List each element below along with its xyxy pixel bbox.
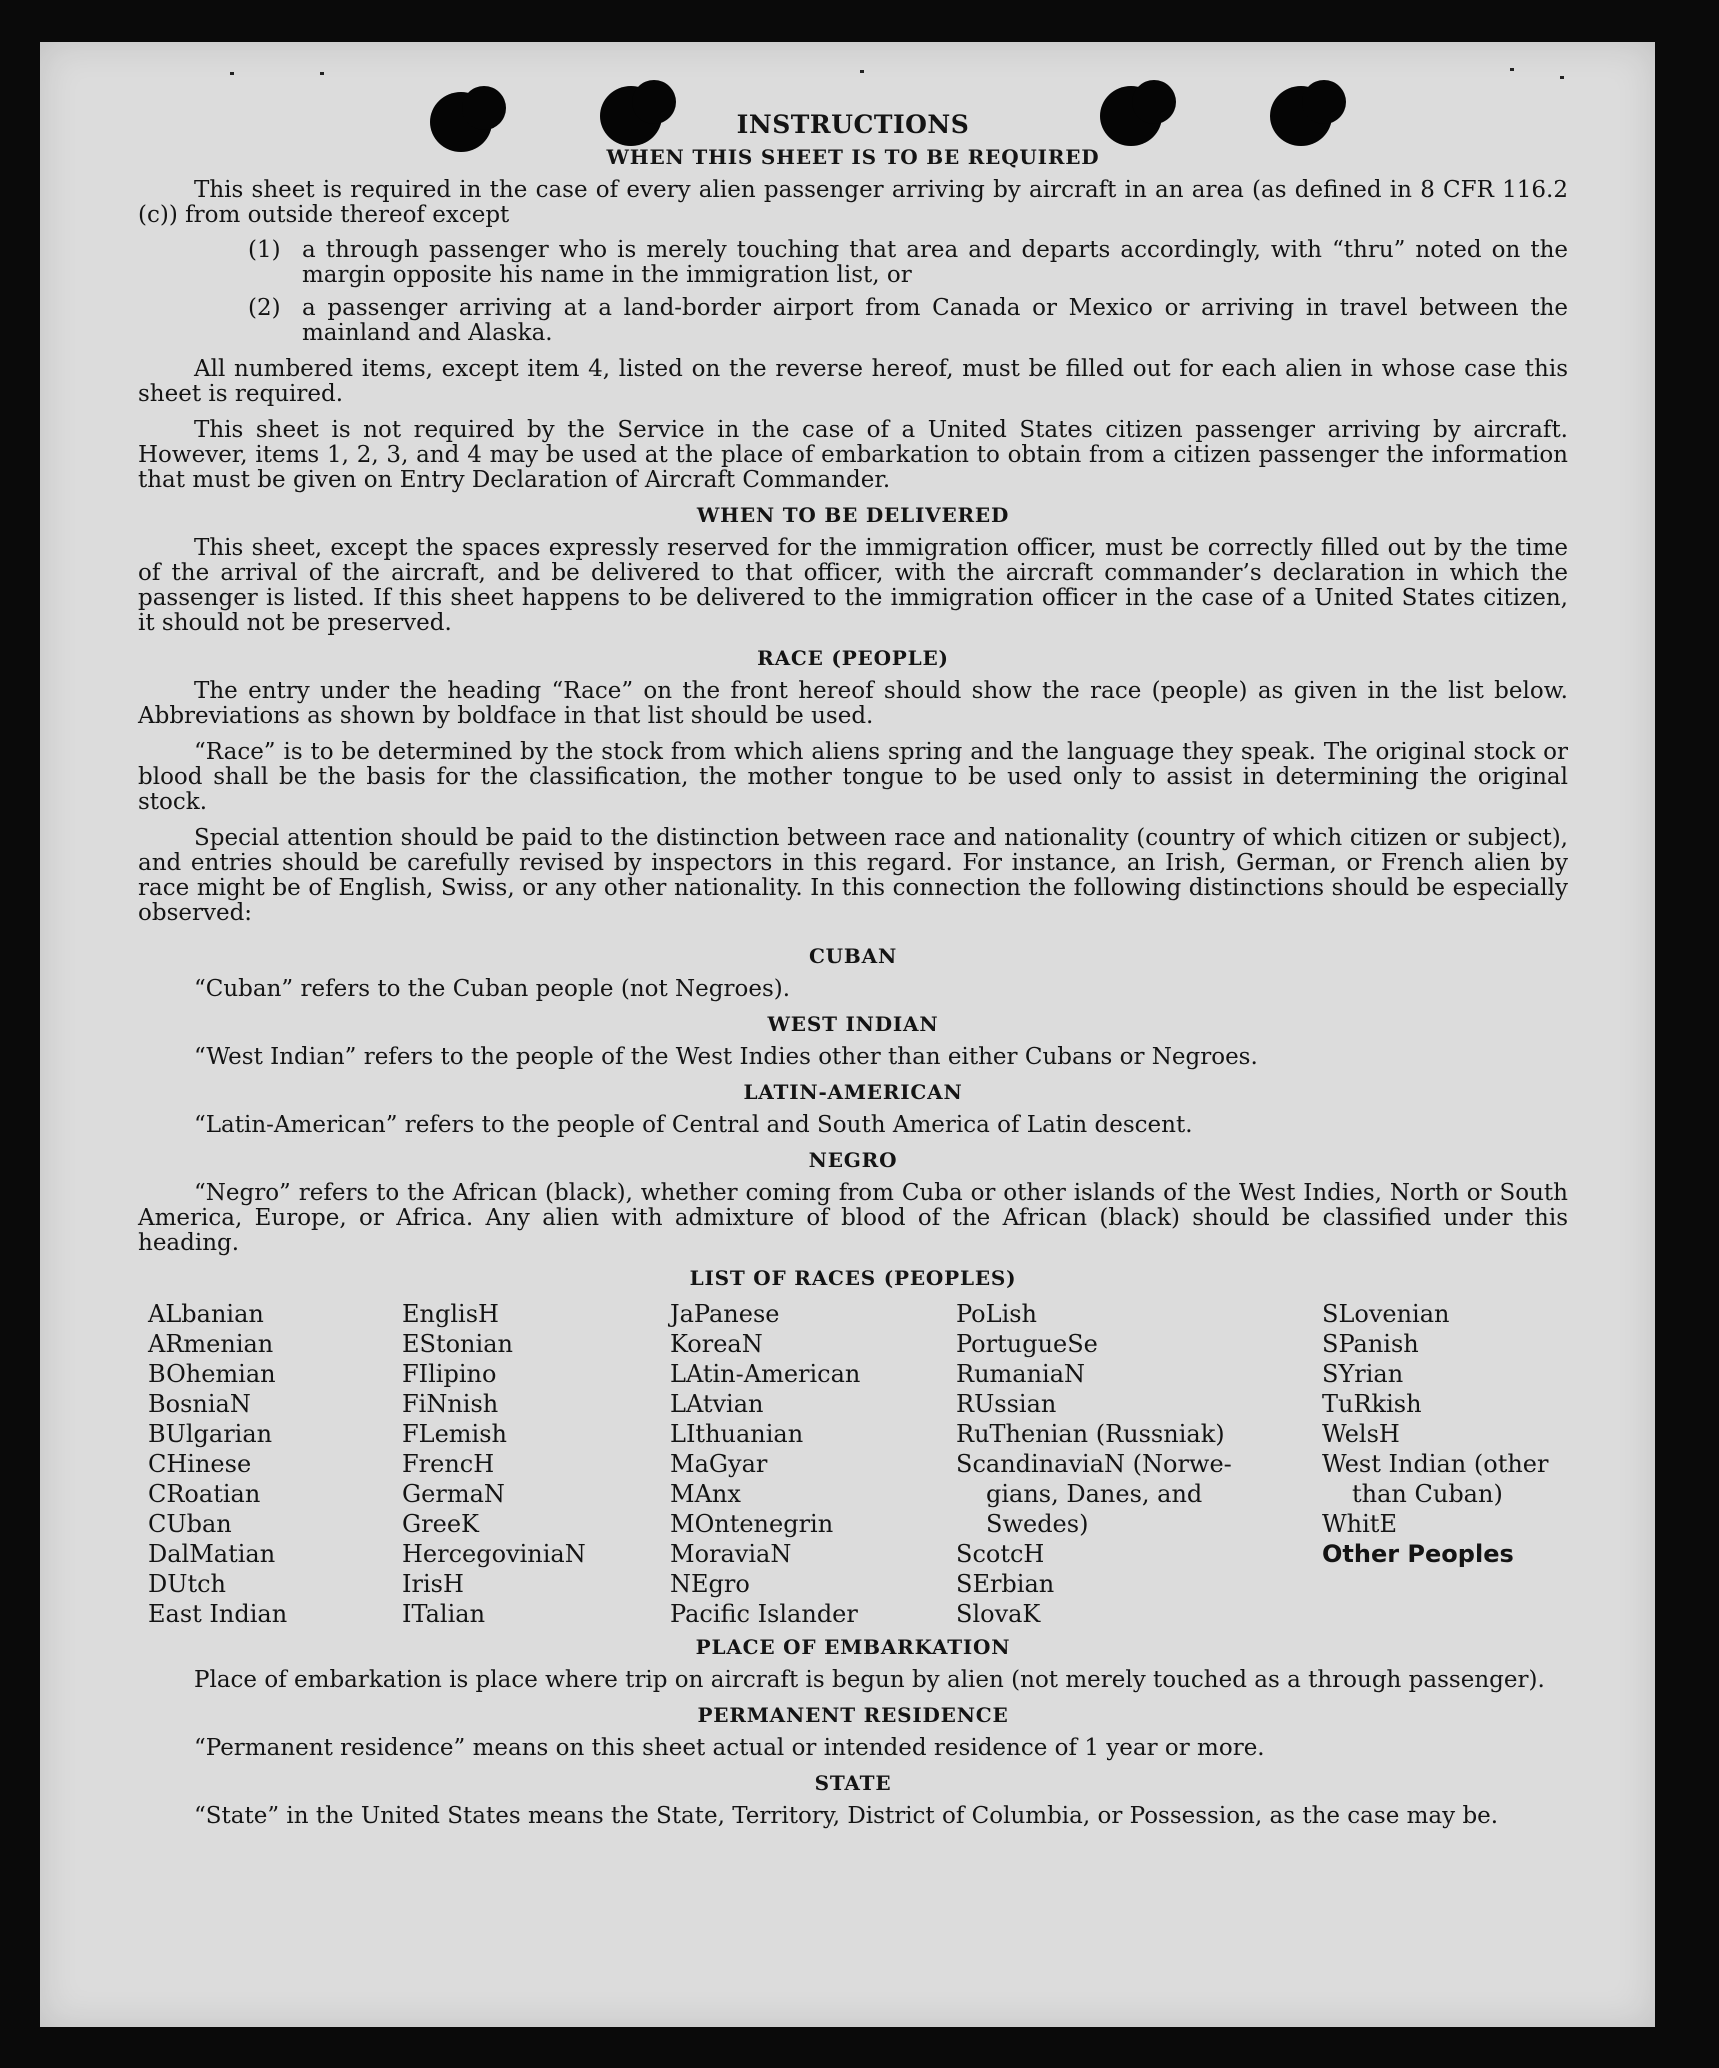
section-heading-when-required: WHEN THIS SHEET IS TO BE REQUIRED <box>606 145 1100 169</box>
section-heading-place-of-embarkation: PLACE OF EMBARKATION <box>695 1635 1011 1659</box>
item-text: a through passenger who is merely touching that area and departs accordingly, with “thru” noted on the margin opposite his name in the immigration list, or <box>302 237 1568 288</box>
race-entry: East Indian <box>148 1600 288 1628</box>
race-entry: FLemish <box>402 1420 507 1448</box>
race-entry: KoreaN <box>670 1330 763 1358</box>
race-entry-continuation: Swedes) <box>986 1510 1089 1538</box>
section-heading-race: RACE (PEOPLE) <box>757 646 949 670</box>
race-entry: DalMatian <box>148 1540 276 1568</box>
race-entry: BosniaN <box>148 1390 251 1418</box>
section-heading-negro: NEGRO <box>808 1148 898 1172</box>
race-entry: HercegoviniaN <box>402 1540 586 1568</box>
race-entry: RUssian <box>956 1390 1057 1418</box>
race-entry: LAtvian <box>670 1390 764 1418</box>
item-number: (1) <box>248 237 281 263</box>
races-list <box>148 1299 1568 1629</box>
races-column <box>402 1299 670 1629</box>
race-entry: MOntenegrin <box>670 1510 834 1538</box>
speck-mark <box>1510 68 1514 71</box>
race-entry: CHinese <box>148 1450 252 1478</box>
race-entry: CRoatian <box>148 1480 261 1508</box>
when-required-paragraph: This sheet is not required by the Service in the case of a United States citizen passenger arriving by aircraft. However, items 1, 2, 3, and 4 may be used at the place of embarkation to obtain from a citizen passenger the information that must be given on Entry Declaration of Aircraft Commander. <box>138 417 1568 493</box>
section-heading-west-indian: WEST INDIAN <box>767 1012 939 1036</box>
race-entry: SlovaK <box>956 1600 1041 1628</box>
race-entry: PoLish <box>956 1300 1038 1328</box>
race-entry: GermaN <box>402 1480 505 1508</box>
race-entry: ALbanian <box>148 1300 264 1328</box>
permanent-residence-text: “Permanent residence” means on this sheet actual or intended residence of 1 year or more. <box>194 1735 1265 1761</box>
race-entry: LIthuanian <box>670 1420 804 1448</box>
race-entry: ITalian <box>402 1600 486 1628</box>
section-heading-when-delivered: WHEN TO BE DELIVERED <box>696 503 1010 527</box>
race-entry: ARmenian <box>148 1330 274 1358</box>
race-entry: SPanish <box>1322 1330 1419 1358</box>
races-column <box>1322 1299 1582 1629</box>
instructions-content <box>138 112 1568 1829</box>
race-paragraph: The entry under the heading “Race” on the front hereof should show the race (people) as given in the list below. Abbreviations as shown by boldface in that list should be used. <box>138 678 1568 729</box>
races-column <box>956 1299 1322 1629</box>
race-entry: BOhemian <box>148 1360 276 1388</box>
race-entry: SErbian <box>956 1570 1055 1598</box>
section-heading-list-of-races: LIST OF RACES (PEOPLES) <box>689 1266 1017 1290</box>
numbered-item <box>248 238 1568 288</box>
race-entry: FiNnish <box>402 1390 499 1418</box>
race-entry: SLovenian <box>1322 1300 1450 1328</box>
race-entry: GreeK <box>402 1510 479 1538</box>
race-entry: IrisH <box>402 1570 464 1598</box>
race-entry: WelsH <box>1322 1420 1400 1448</box>
section-heading-state: STATE <box>814 1771 892 1795</box>
race-entry: JaPanese <box>670 1300 780 1328</box>
race-entry: FrencH <box>402 1450 495 1478</box>
race-entry: BUlgarian <box>148 1420 273 1448</box>
speck-mark <box>1560 76 1564 79</box>
race-entry-continuation: than Cuban) <box>1352 1480 1503 1508</box>
race-entry: MaGyar <box>670 1450 768 1478</box>
race-entry-continuation: gians, Danes, and <box>986 1480 1203 1508</box>
race-entry-other-peoples: Other Peoples <box>1322 1540 1514 1568</box>
race-entry: TuRkish <box>1322 1390 1422 1418</box>
latin-american-definition: “Latin-American” refers to the people of Central and South America of Latin descent. <box>194 1112 1193 1138</box>
race-entry: NEgro <box>670 1570 750 1598</box>
races-column <box>670 1299 956 1629</box>
when-required-paragraph: All numbered items, except item 4, listed on the reverse hereof, must be filled out for each alien in whose case this sheet is required. <box>138 356 1568 407</box>
race-entry: FIlipino <box>402 1360 497 1388</box>
west-indian-definition: “West Indian” refers to the people of the West Indies other than either Cubans or Negroes. <box>194 1044 1258 1070</box>
section-heading-permanent-residence: PERMANENT RESIDENCE <box>697 1703 1009 1727</box>
page-title: INSTRUCTIONS <box>736 110 970 139</box>
item-number: (2) <box>248 295 281 321</box>
race-entry: EStonian <box>402 1330 513 1358</box>
state-text: “State” in the United States means the State, Territory, District of Columbia, or Possession, as the case may be. <box>194 1803 1499 1829</box>
race-entry: Pacific Islander <box>670 1600 858 1628</box>
numbered-item <box>248 296 1568 346</box>
race-entry: ScandinaviaN (Norwe- <box>956 1450 1232 1478</box>
race-paragraph: “Race” is to be determined by the stock from which aliens spring and the language they speak. The original stock or blood shall be the basis for the classification, the mother tongue to be used only to assist in determining the original stock. <box>138 739 1568 815</box>
race-entry: SYrian <box>1322 1360 1404 1388</box>
race-entry: DUtch <box>148 1570 227 1598</box>
when-delivered-text: This sheet, except the spaces expressly reserved for the immigration officer, must be correctly filled out by the time of the arrival of the aircraft, and be delivered to that officer, with the aircraft commander’s declaration in which the passenger is listed. If this sheet happens to be delivered to the immigration officer in the case of a United States citizen, it should not be preserved. <box>138 535 1568 636</box>
when-required-intro: This sheet is required in the case of every alien passenger arriving by aircraft in an area (as defined in 8 CFR 116.2 (c)) from outside thereof except <box>138 177 1568 228</box>
races-column <box>148 1299 402 1629</box>
race-entry: EnglisH <box>402 1300 499 1328</box>
race-entry: MAnx <box>670 1480 741 1508</box>
race-entry: CUban <box>148 1510 232 1538</box>
speck-mark <box>320 72 324 75</box>
race-entry: WhitE <box>1322 1510 1397 1538</box>
race-entry: RumaniaN <box>956 1360 1086 1388</box>
section-heading-cuban: CUBAN <box>808 944 898 968</box>
race-entry: ScotcH <box>956 1540 1045 1568</box>
speck-mark <box>860 70 864 73</box>
section-heading-latin-american: LATIN-AMERICAN <box>743 1080 963 1104</box>
race-entry: LAtin-American <box>670 1360 861 1388</box>
cuban-definition: “Cuban” refers to the Cuban people (not Negroes). <box>194 976 791 1002</box>
document-sheet <box>40 42 1655 2027</box>
race-entry: MoraviaN <box>670 1540 792 1568</box>
race-entry: PortugueSe <box>956 1330 1098 1358</box>
place-of-embarkation-text: Place of embarkation is place where trip on aircraft is begun by alien (not merely touched as a through passenger). <box>194 1667 1545 1693</box>
race-paragraph: Special attention should be paid to the distinction between race and nationality (country of which citizen or subject), and entries should be carefully revised by inspectors in this regard. For instance, an Irish, German, or French alien by race might be of English, Swiss, or any other nationality. In this connection the following distinctions should be especially observed: <box>138 825 1568 926</box>
race-entry: RuThenian (Russniak) <box>956 1420 1225 1448</box>
race-entry: West Indian (other <box>1322 1450 1549 1478</box>
item-text: a passenger arriving at a land-border airport from Canada or Mexico or arriving in travel between the mainland and Alaska. <box>302 295 1568 346</box>
negro-definition: “Negro” refers to the African (black), whether coming from Cuba or other islands of the West Indies, North or South America, Europe, or Africa. Any alien with admixture of blood of the African (black) should be classified under this heading. <box>138 1180 1568 1256</box>
speck-mark <box>230 72 234 75</box>
